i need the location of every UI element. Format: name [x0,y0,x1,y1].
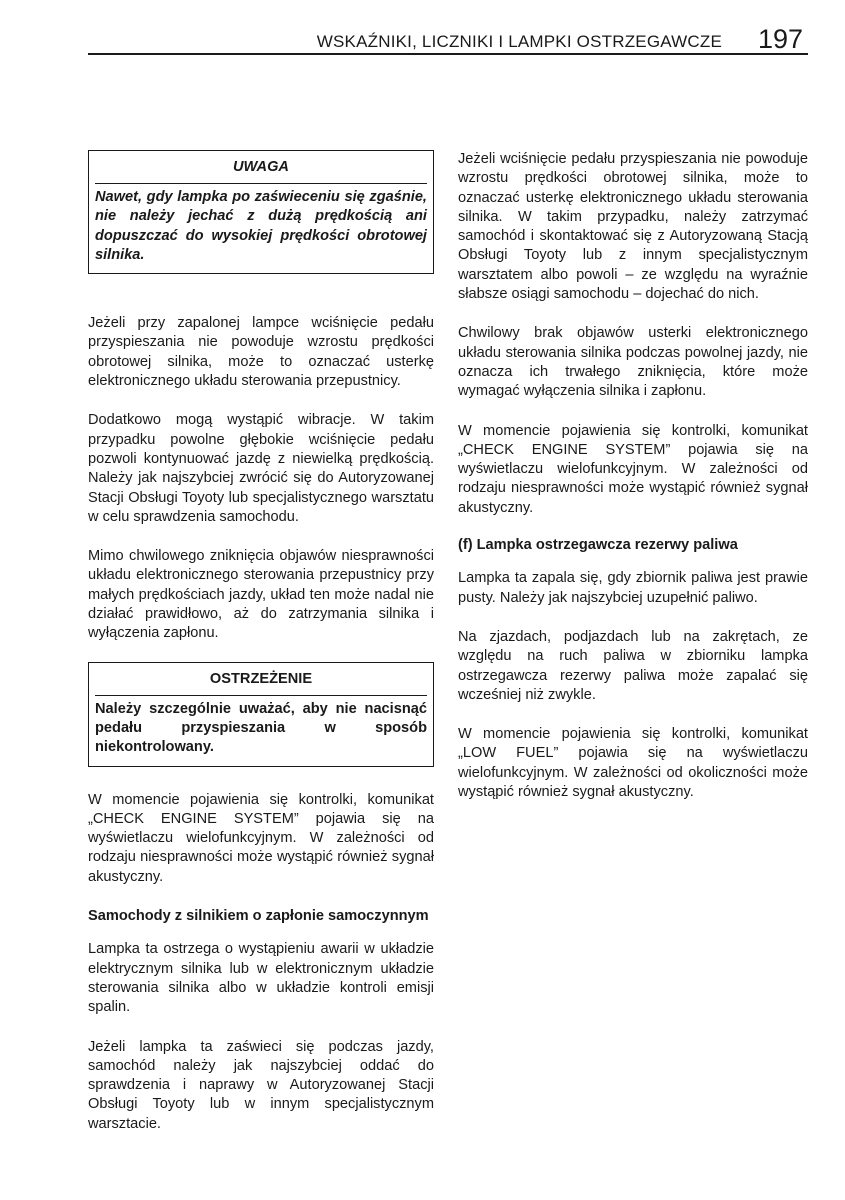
warning-box-title: OSTRZEŻENIE [95,669,427,696]
paragraph: Dodatkowo mogą wystąpić wibracje. W takim przypadku powolne głębokie wciśnięcie pedału pozwoli kontynuować jazdę z niewielką prędkością. Należy jak najszybciej zwrócić się do Autoryzowanej Stacji Obsługi Toyoty lub specjalistycznego warsztatu w celu sprawdzenia samochodu. [88,412,434,525]
paragraph: Jeżeli przy zapalonej lampce wciśnięcie pedału przyspieszania nie powoduje wzrostu prędkości obrotowej silnika, może to oznaczać usterkę elektronicznego układu sterowania przepustnicy. [88,315,434,390]
paragraph: W momencie pojawienia się kontrolki, komunikat „LOW FUEL” pojawia się na wyświetlaczu wielofunkcyjnym. W zależności od okoliczności może wystąpić również sygnał akustyczny. [458,726,808,801]
paragraph: W momencie pojawienia się kontrolki, komunikat „CHECK ENGINE SYSTEM” pojawia się na wyświetlaczu wielofunkcyjnym. W zależności od rodzaju niesprawności może wystąpić również sygnał akustyczny. [458,422,808,516]
paragraph: Jeżeli wciśnięcie pedału przyspieszania nie powoduje wzrostu prędkości obrotowej silnika, może to oznaczać usterkę elektronicznego układu sterowania silnika. W takim przypadku, należy zatrzymać samochód i skontaktować się z Autoryzowaną Stacją Obsługi Toyoty lub z innym specjalistycznym warsztatem albo powoli – ze względu na wyraźnie słabsze osiągi samochodu – dojechać do nich. [458,151,808,303]
paragraph: Na zjazdach, podjazdach lub na zakrętach, ze względu na ruch paliwa w zbiorniku lampka ostrzegawcza rezerwy paliwa może zapalać się wcześniej niż zwykle. [458,628,808,703]
caution-box-text: Nawet, gdy lampka po zaświeceniu się zgaśnie, nie należy jechać z dużą prędkością ani dopuszczać do wysokiej prędkości obrotowej silnika. [95,189,427,263]
paragraph: Mimo chwilowego zniknięcia objawów niesprawności układu elektronicznego sterowania przepustnicy przy małych prędkościach jazdy, układ ten może nadal nie działać prawidłowo, aż do zatrzymania silnika i wyłączenia zapłonu. [88,548,434,642]
paragraph: Lampka ta ostrzega o wystąpieniu awarii w układzie elektrycznym silnika lub w elektronicznym układzie sterowania silnika albo w układzie kontroli emisji spalin. [88,941,434,1016]
caution-box-title: UWAGA [95,157,427,184]
caution-box [88,150,434,274]
right-column [458,150,808,822]
section-heading: Samochody z silnikiem o zapłonie samoczynnym [88,908,429,925]
page-number: 197 [758,24,804,54]
section-heading: (f) Lampka ostrzegawcza rezerwy paliwa [458,537,738,554]
paragraph: Chwilowy brak objawów usterki elektronicznego układu sterowania silnika podczas powolnej jazdy, nie oznacza ich trwałego zniknięcia, które może wymagać wyłączenia silnika i zapłonu. [458,325,808,400]
warning-box [88,662,434,767]
warning-box-text: Należy szczególnie uważać, aby nie nacisnąć pedału przyspieszania w sposób niekontrolowany. [95,700,427,756]
running-header-title: WSKAŹNIKI, LICZNIKI I LAMPKI OSTRZEGAWCZE [316,32,722,51]
paragraph: Jeżeli lampka ta zaświeci się podczas jazdy, samochód należy jak najszybciej oddać do sprawdzenia i naprawy w Autoryzowanej Stacji Obsługi Toyoty lub w innym specjalistycznym warsztacie. [88,1038,434,1132]
left-column [88,150,434,1154]
paragraph: W momencie pojawienia się kontrolki, komunikat „CHECK ENGINE SYSTEM” pojawia się na wyświetlaczu wielofunkcyjnym. W zależności od rodzaju niesprawności może wystąpić również sygnał akustyczny. [88,791,434,885]
paragraph: Lampka ta zapala się, gdy zbiornik paliwa jest prawie pusty. Należy jak najszybciej uzupełnić paliwo. [458,570,808,606]
header-rule [88,53,808,55]
